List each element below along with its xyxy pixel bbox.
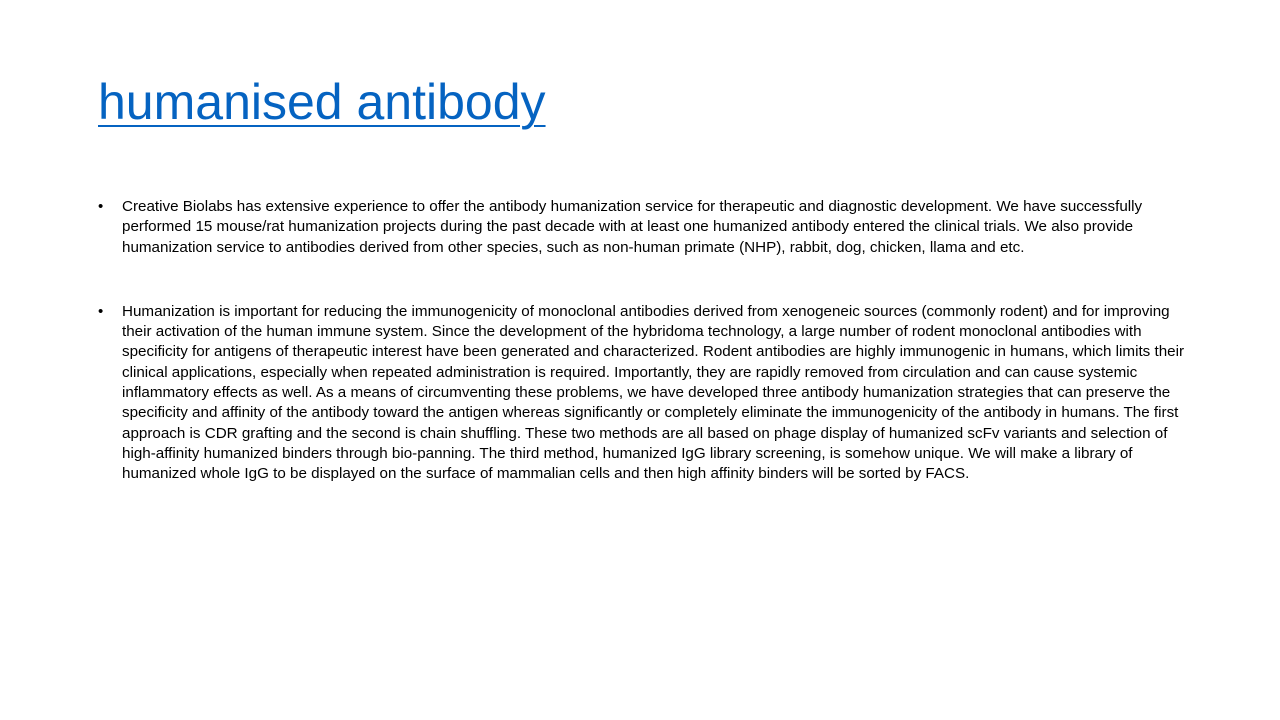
bullet-text-2: Humanization is important for reducing the immunogenicity of monoclonal antibodies derived from xenogeneic sources (commonly rodent) and for improving their activation of the human immune system. Since the development of the hybridoma technology, a large number of rodent monoclonal antibodies with specificity for antigens of therapeutic interest have been generated and characterized. Rodent antibodies are highly immunogenic in humans, which limits their clinical applications, especially when repeated administration is required. Importantly, they are rapidly removed from circulation and can cause systemic inflammatory effects as well. As a means of circumventing these problems, we have developed three antibody humanization strategies that can preserve the specificity and affinity of the antibody toward the antigen whereas significantly or completely eliminate the immunogenicity of the antibody in humans. The first approach is CDR grafting and the second is chain shuffling. These two methods are all based on phage display of humanized scFv variants and selection of high-affinity humanized binders through bio-panning. The third method, humanized IgG library screening, is somehow unique. We will make a library of humanized whole IgG to be displayed on the surface of mammalian cells and then high affinity binders will be sorted by FACS. [122,302,1185,483]
bullet-item-1 [98,197,1198,258]
bullet-text-1: Creative Biolabs has extensive experience to offer the antibody humanization service for therapeutic and diagnostic development. We have successfully performed 15 mouse/rat humanization projects during the past decade with at least one humanized antibody entered the clinical trials. We also provide humanization service to antibodies derived from other species, such as non-human primate (NHP), rabbit, dog, chicken, llama and etc. [122,198,1143,256]
bullet-dot-icon: • [98,198,104,215]
slide-title-link[interactable]: humanised antibody [98,74,546,130]
bullet-item-2 [98,302,1198,485]
bullet-list [98,197,1198,485]
bullet-dot-icon: • [98,302,104,320]
